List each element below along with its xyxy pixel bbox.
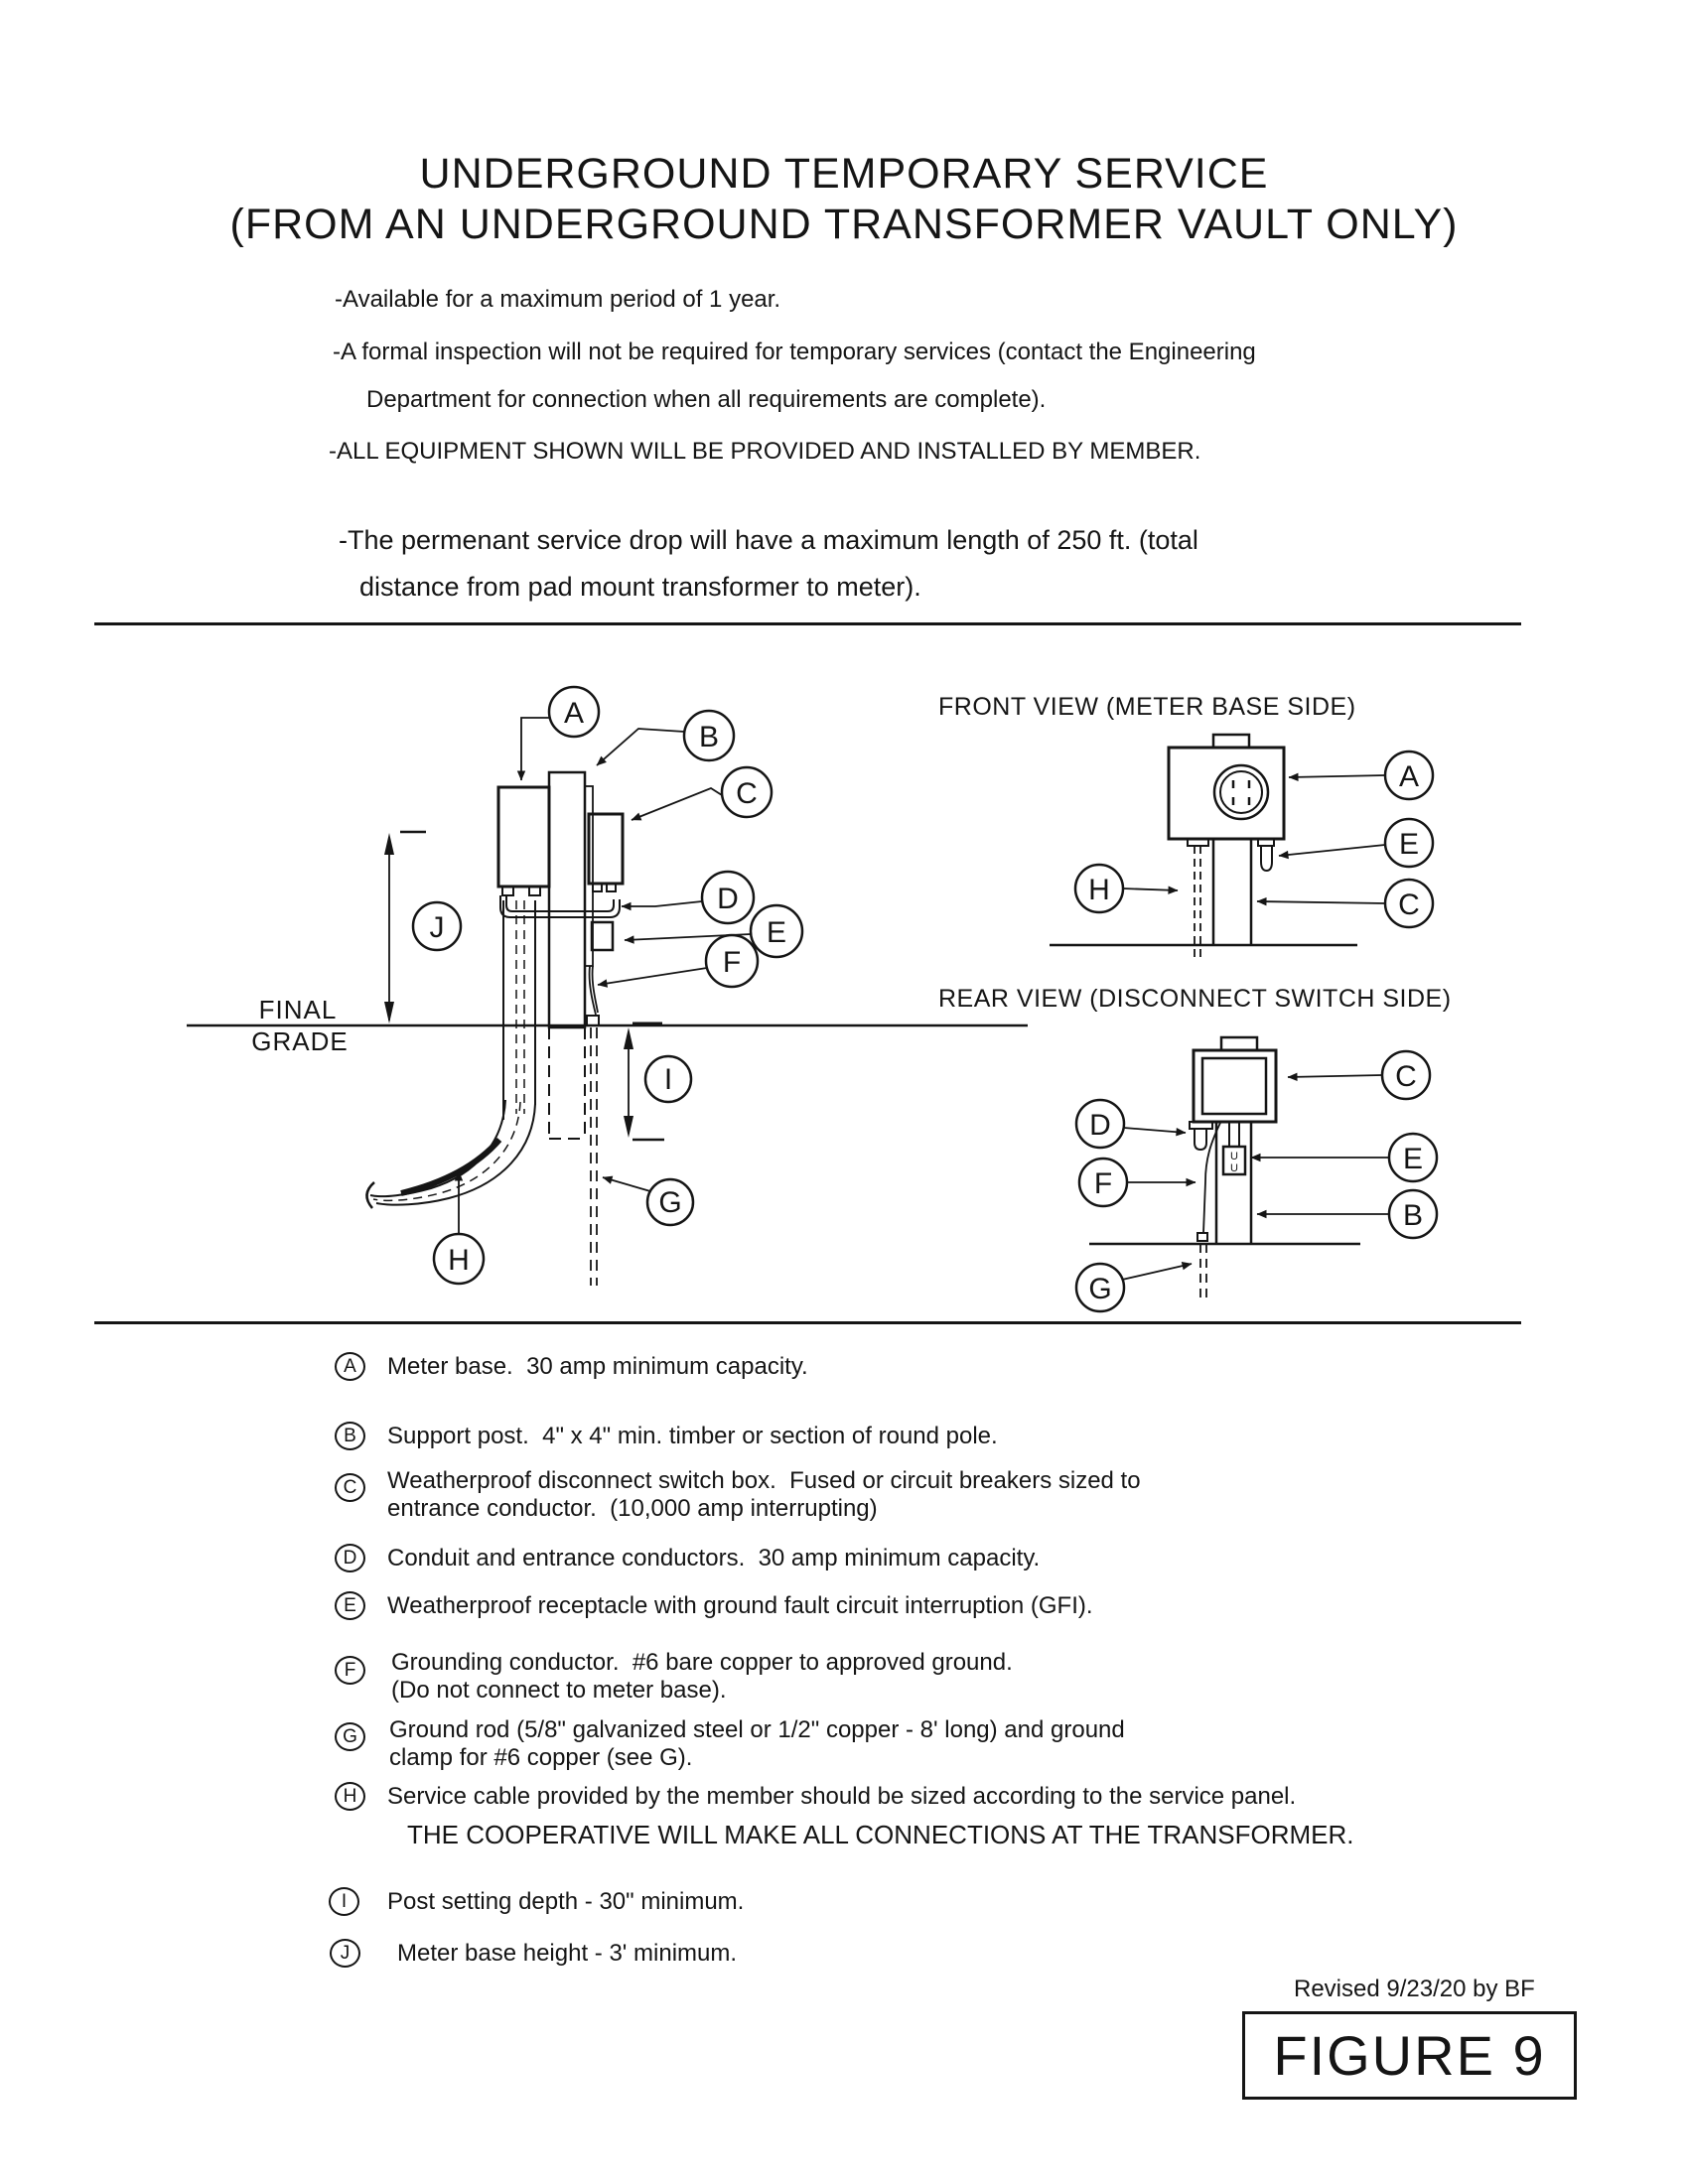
entrance-conduit [500, 895, 620, 917]
page-title-line2: (FROM AN UNDERGROUND TRANSFORMER VAULT ONLY) [229, 201, 1459, 248]
box-top-tab [1213, 735, 1249, 748]
note-service-drop-line2: distance from pad mount transformer to meter). [359, 572, 921, 602]
legend-item-i: Post setting depth - 30" minimum. [387, 1888, 745, 1915]
legend-item-j: Meter base height - 3' minimum. [397, 1940, 738, 1967]
legend-item-h-line1: Service cable provided by the member should be sized according to the service panel. [387, 1783, 1297, 1810]
service-conduit [503, 900, 535, 1120]
support-post-below-grade [549, 1027, 585, 1139]
gfi-receptacle-front [1258, 839, 1274, 871]
side-label-g [603, 1177, 693, 1225]
ground-rod-rear [1200, 1244, 1206, 1301]
meter-socket-slots [1233, 780, 1249, 805]
disconnect-box-door [1202, 1058, 1266, 1114]
rear-label-c [1288, 1051, 1430, 1099]
legend-badge-c: C [335, 1473, 365, 1502]
rear-label-g [1076, 1264, 1192, 1311]
legend-item-c-line1: Weatherproof disconnect switch box. Fused or circuit breakers sized to [387, 1467, 1141, 1494]
legend-badge-b: B [335, 1422, 365, 1450]
ground-clamp [587, 1016, 599, 1025]
legend-badge-i: I [329, 1887, 359, 1916]
side-view [187, 687, 1028, 1286]
grounding-conductor [587, 966, 599, 1025]
meter-base-front [1169, 748, 1284, 839]
label-letter: E [1402, 1143, 1424, 1175]
label-letter: C [736, 777, 758, 810]
final-grade-label-line1: FINAL [258, 995, 338, 1024]
side-label-d [622, 872, 754, 923]
legend-badge-a: A [335, 1352, 365, 1381]
rear-label-d [1076, 1100, 1186, 1148]
legend-item-b: Support post. 4" x 4" min. timber or section of round pole. [387, 1423, 998, 1449]
legend-item-c-line2: entrance conductor. (10,000 amp interrupting) [387, 1495, 878, 1522]
legend-item-a: Meter base. 30 amp minimum capacity. [387, 1353, 808, 1380]
note-service-drop-line1: -The permenant service drop will have a maximum length of 250 ft. (total [339, 525, 1198, 555]
meter-socket-inner [1220, 771, 1262, 813]
legend-badge-j: J [330, 1939, 360, 1968]
ground-rod [591, 1027, 597, 1286]
support-post-front [1213, 839, 1251, 945]
label-letter: A [563, 697, 585, 730]
note-equipment: -ALL EQUIPMENT SHOWN WILL BE PROVIDED AND INSTALLED BY MEMBER. [329, 438, 1201, 465]
side-label-b [597, 711, 734, 765]
side-label-e [625, 905, 802, 957]
legend-badge-f: F [335, 1656, 365, 1685]
label-letter: B [698, 721, 720, 753]
side-label-i [645, 1056, 691, 1102]
label-letter: C [1398, 888, 1420, 921]
side-label-c [632, 767, 772, 820]
front-label-c [1257, 880, 1433, 927]
front-label-a [1289, 751, 1433, 799]
label-letter: D [717, 883, 739, 915]
rear-label-f [1079, 1159, 1196, 1206]
label-letter: E [1398, 828, 1420, 861]
label-letter: E [766, 916, 787, 949]
label-letter: G [1088, 1273, 1112, 1305]
side-label-f [598, 935, 758, 987]
legend-badge-h: H [335, 1782, 365, 1811]
label-letter: F [722, 946, 742, 979]
label-letter: F [1093, 1167, 1113, 1200]
label-letter: I [663, 1063, 673, 1096]
legend-item-f-line1: Grounding conductor. #6 bare copper to approved ground. [391, 1649, 1013, 1676]
service-cable-front [1195, 846, 1200, 959]
final-grade-label-line2: GRADE [251, 1026, 349, 1056]
label-letter: H [448, 1244, 470, 1277]
meter-socket-outer [1214, 765, 1268, 819]
meter-base-side [498, 787, 549, 887]
front-label-h [1075, 865, 1178, 912]
note-inspection-line1: -A formal inspection will not be required for temporary services (contact the Engineering [333, 339, 1256, 365]
legend-item-d: Conduit and entrance conductors. 30 amp minimum capacity. [387, 1545, 1041, 1571]
side-label-a [521, 687, 599, 780]
box-top-tab [1221, 1037, 1257, 1050]
front-view-title: FRONT VIEW (METER BASE SIDE) [938, 693, 1356, 721]
page-title-line1: UNDERGROUND TEMPORARY SERVICE [419, 150, 1269, 198]
legend-item-f-line2: (Do not connect to meter base). [391, 1677, 727, 1704]
ground-clamp-rear [1197, 1233, 1207, 1241]
gfi-receptacle-side [592, 922, 613, 950]
gfi-slot-top: U [1230, 1151, 1238, 1162]
label-letter: G [658, 1186, 682, 1219]
dimension-meter-height [384, 832, 426, 1024]
disconnect-box-rear [1194, 1050, 1276, 1122]
label-letter: H [1088, 874, 1110, 906]
label-letter: B [1402, 1199, 1424, 1232]
disconnect-box-side [589, 814, 623, 884]
rear-view [938, 985, 1452, 1311]
service-cable [366, 1100, 535, 1208]
legend-item-g-line2: clamp for #6 copper (see G). [389, 1744, 693, 1771]
conduit-fitting-rear [1190, 1122, 1212, 1150]
figure-number-box [1242, 2011, 1577, 2100]
front-label-e [1279, 819, 1433, 867]
legend-badge-g: G [335, 1722, 365, 1751]
note-availability: -Available for a maximum period of 1 year. [335, 286, 781, 313]
label-letter: C [1395, 1060, 1417, 1093]
side-label-j [413, 902, 461, 950]
support-post-rear [1216, 1122, 1251, 1244]
legend-item-g-line1: Ground rod (5/8" galvanized steel or 1/2" copper - 8' long) and ground [389, 1716, 1125, 1743]
support-post-side [549, 772, 585, 1027]
front-view [938, 693, 1433, 959]
label-letter: J [429, 911, 445, 944]
rear-label-b [1257, 1190, 1437, 1238]
dimension-post-depth [624, 1024, 664, 1140]
rear-view-title: REAR VIEW (DISCONNECT SWITCH SIDE) [938, 985, 1452, 1013]
rear-label-e [1251, 1134, 1437, 1181]
figure-number: FIGURE 9 [1273, 2024, 1546, 2087]
receptacle-feed [1229, 1122, 1239, 1147]
label-letter: D [1089, 1109, 1111, 1142]
legend-badge-e: E [335, 1591, 365, 1620]
legend-item-e: Weatherproof receptacle with ground fault circuit interruption (GFI). [387, 1592, 1093, 1619]
label-letter: A [1398, 760, 1420, 793]
legend-badge-d: D [335, 1544, 365, 1572]
legend-item-h-line2: THE COOPERATIVE WILL MAKE ALL CONNECTIONS AT THE TRANSFORMER. [407, 1820, 1354, 1849]
revision-note: Revised 9/23/20 by BF [1294, 1976, 1535, 2002]
gfi-slot-bottom: U [1230, 1162, 1238, 1174]
note-inspection-line2: Department for connection when all requirements are complete). [366, 386, 1047, 413]
